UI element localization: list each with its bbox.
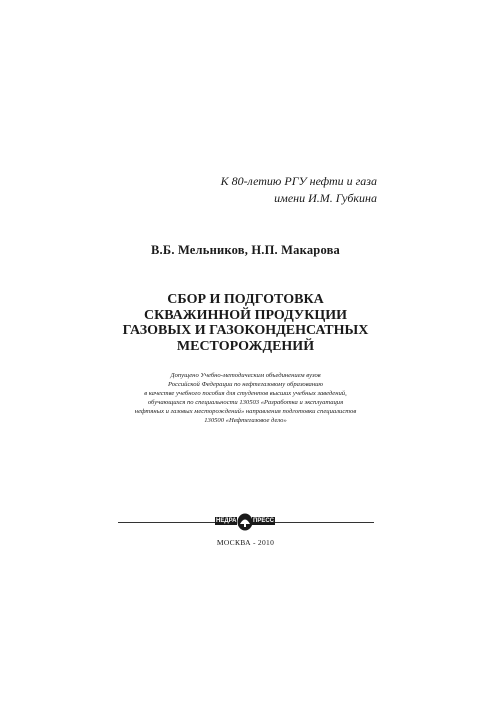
- approval-line-2: Российской Федерации по нефтегазовому образованию: [167, 381, 324, 388]
- approval-line-1: Допущено Учебно-методическим объединением вузов: [170, 372, 321, 379]
- title-line-2: СКВАЖИННОЙ ПРОДУКЦИИ: [143, 307, 348, 323]
- approval-line-6: 130500 «Нефтегазовое дело»: [204, 417, 287, 424]
- title-line-1: СБОР И ПОДГОТОВКА: [167, 292, 324, 307]
- approval-line-5: нефтяных и газовых месторождений» направления подготовки специалистов: [134, 408, 357, 415]
- authors: В.Б. Мельников, Н.П. Макарова: [151, 243, 340, 257]
- book-title: [0, 292, 491, 354]
- approval-statement: [0, 371, 491, 425]
- publisher-logo-right-word: ПРЕСС: [253, 518, 274, 524]
- approval-line-3: в качестве учебного пособия для студентов высших учебных заведений,: [144, 390, 347, 397]
- title-line-3: ГАЗОВЫХ И ГАЗОКОНДЕНСАТНЫХ: [122, 323, 369, 338]
- dedication: [221, 173, 377, 207]
- dedication-line-2: имени И.М. Губкина: [274, 191, 377, 205]
- title-line-4: МЕСТОРОЖДЕНИЙ: [176, 338, 315, 354]
- approval-line-4: обучающихся по специальности 130503 «Разработка и эксплуатация: [147, 399, 344, 406]
- publisher-logo-left-word: НЕДРА: [216, 518, 237, 524]
- imprint-city-year: МОСКВА - 2010: [216, 538, 275, 547]
- dedication-line-1: К 80-летию РГУ нефти и газа: [220, 174, 377, 188]
- publisher-logo: [215, 511, 275, 533]
